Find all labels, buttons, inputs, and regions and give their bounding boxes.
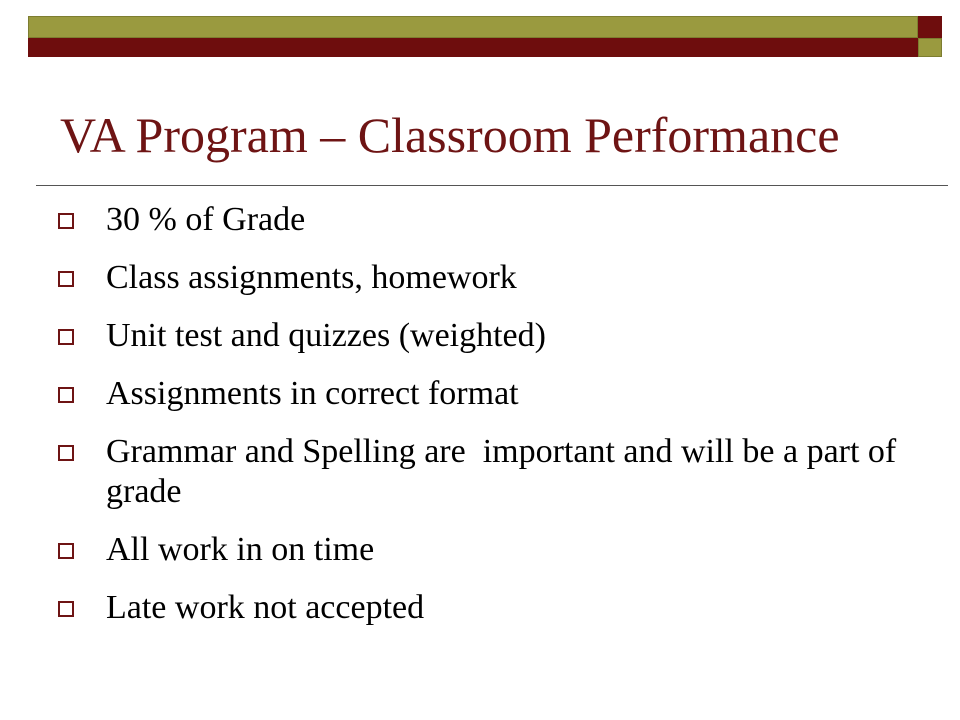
bullet-text: Grammar and Spelling are important and will be a part of grade bbox=[106, 433, 905, 510]
square-bullet-icon bbox=[58, 271, 74, 287]
bullet-item bbox=[58, 258, 938, 298]
bullet-item bbox=[58, 432, 938, 512]
bullet-item bbox=[58, 530, 938, 570]
header-band-maroon bbox=[28, 38, 918, 57]
square-bullet-icon bbox=[58, 329, 74, 345]
bullet-list bbox=[58, 200, 938, 646]
square-bullet-icon bbox=[58, 387, 74, 403]
bullet-item bbox=[58, 316, 938, 356]
header-band-olive bbox=[28, 16, 918, 38]
bullet-text: 30 % of Grade bbox=[106, 201, 306, 238]
header-corner-maroon bbox=[918, 16, 942, 38]
square-bullet-icon bbox=[58, 601, 74, 617]
square-bullet-icon bbox=[58, 213, 74, 229]
bullet-text: Unit test and quizzes (weighted) bbox=[106, 317, 546, 354]
header-corner-olive bbox=[918, 38, 942, 57]
square-bullet-icon bbox=[58, 543, 74, 559]
slide-title: VA Program – Classroom Performance bbox=[60, 107, 840, 163]
bullet-text: Late work not accepted bbox=[106, 589, 425, 626]
bullet-item bbox=[58, 200, 938, 240]
bullet-text: Assignments in correct format bbox=[106, 375, 519, 412]
square-bullet-icon bbox=[58, 445, 74, 461]
bullet-item bbox=[58, 588, 938, 628]
bullet-text: Class assignments, homework bbox=[106, 259, 517, 296]
bullet-item bbox=[58, 374, 938, 414]
bullet-text: All work in on time bbox=[106, 531, 375, 568]
title-divider bbox=[36, 185, 948, 186]
